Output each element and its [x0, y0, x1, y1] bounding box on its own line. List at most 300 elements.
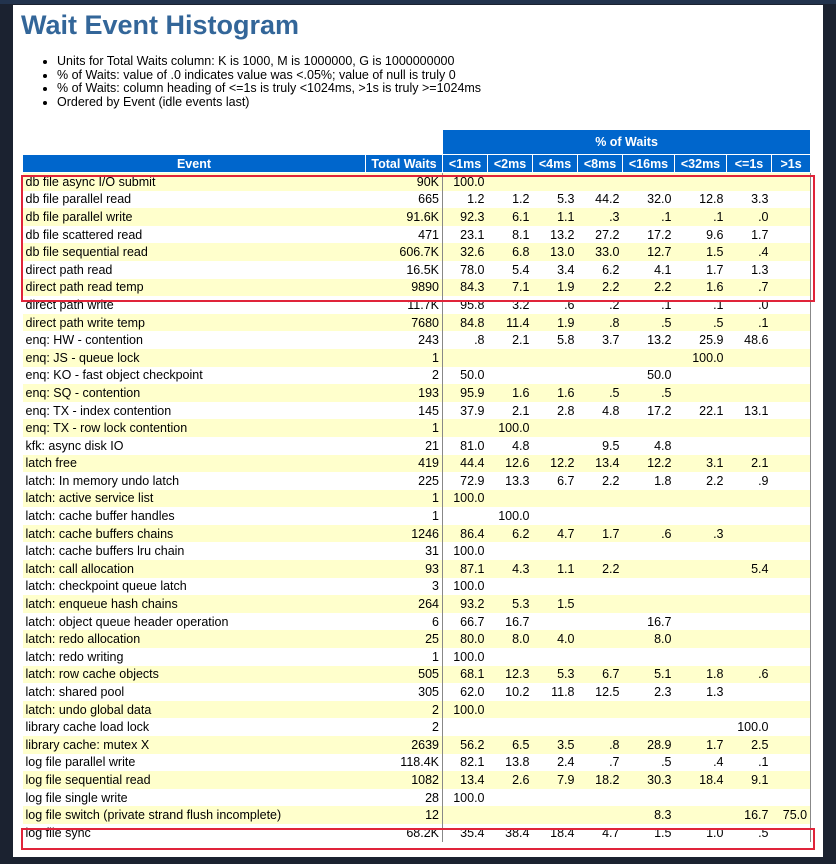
event-name-cell: log file single write: [23, 789, 366, 807]
total-waits-cell: 1246: [366, 525, 443, 543]
percent-cell: [727, 384, 772, 402]
column-header: <32ms: [675, 155, 727, 173]
total-waits-cell: 606.7K: [366, 243, 443, 261]
total-waits-cell: 21: [366, 437, 443, 455]
percent-cell: 1.5: [623, 824, 675, 842]
percent-cell: [623, 490, 675, 508]
percent-cell: [727, 173, 772, 191]
column-header: Total Waits: [366, 155, 443, 173]
percent-cell: [533, 419, 578, 437]
event-name-cell: enq: JS - queue lock: [23, 349, 366, 367]
total-waits-cell: 6: [366, 613, 443, 631]
total-waits-cell: 12: [366, 806, 443, 824]
percent-cell: [772, 754, 811, 772]
percent-cell: 18.4: [533, 824, 578, 842]
percent-cell: [772, 419, 811, 437]
percent-cell: 13.1: [727, 402, 772, 420]
percent-cell: 1.7: [727, 226, 772, 244]
percent-cell: [623, 349, 675, 367]
percent-cell: 3.7: [578, 331, 623, 349]
percent-cell: 32.6: [443, 243, 488, 261]
percent-cell: [772, 349, 811, 367]
percent-cell: [772, 472, 811, 490]
event-name-cell: direct path read: [23, 261, 366, 279]
percent-cell: .8: [443, 331, 488, 349]
percent-cell: [623, 701, 675, 719]
percent-cell: 4.1: [623, 261, 675, 279]
percent-cell: .4: [727, 243, 772, 261]
percent-cell: 2.2: [578, 279, 623, 297]
percent-cell: [533, 578, 578, 596]
percent-cell: 1.1: [533, 560, 578, 578]
percent-cell: [488, 806, 533, 824]
percent-cell: .1: [675, 296, 727, 314]
total-waits-cell: 93: [366, 560, 443, 578]
event-name-cell: enq: TX - index contention: [23, 402, 366, 420]
total-waits-cell: 471: [366, 226, 443, 244]
percent-cell: 1.6: [675, 279, 727, 297]
percent-cell: 5.4: [488, 261, 533, 279]
percent-cell: [772, 701, 811, 719]
percent-cell: [488, 490, 533, 508]
percent-cell: [578, 613, 623, 631]
percent-cell: [675, 542, 727, 560]
percent-cell: [772, 630, 811, 648]
percent-cell: [772, 771, 811, 789]
percent-cell: 75.0: [772, 806, 811, 824]
event-name-cell: library cache: mutex X: [23, 736, 366, 754]
percent-cell: .4: [675, 754, 727, 772]
total-waits-cell: 91.6K: [366, 208, 443, 226]
percent-cell: 17.2: [623, 226, 675, 244]
percent-cell: .5: [727, 824, 772, 842]
percent-cell: [533, 789, 578, 807]
percent-cell: [772, 243, 811, 261]
percent-cell: .9: [727, 472, 772, 490]
percent-cell: [443, 507, 488, 525]
percent-cell: [675, 384, 727, 402]
percent-cell: [675, 490, 727, 508]
table-row: [23, 736, 811, 754]
percent-cell: 5.8: [533, 331, 578, 349]
percent-cell: 4.7: [578, 824, 623, 842]
percent-cell: 2.2: [578, 560, 623, 578]
event-name-cell: latch: shared pool: [23, 683, 366, 701]
percent-cell: 2.6: [488, 771, 533, 789]
percent-cell: .1: [727, 754, 772, 772]
total-waits-cell: 2: [366, 701, 443, 719]
percent-cell: 50.0: [443, 367, 488, 385]
percent-cell: .6: [623, 525, 675, 543]
table-row: [23, 560, 811, 578]
percent-cell: 86.4: [443, 525, 488, 543]
percent-cell: [533, 173, 578, 191]
total-waits-cell: 305: [366, 683, 443, 701]
percent-cell: [772, 613, 811, 631]
percent-cell: [727, 630, 772, 648]
percent-cell: [675, 595, 727, 613]
table-row: [23, 490, 811, 508]
percent-cell: 5.4: [727, 560, 772, 578]
percent-cell: [675, 437, 727, 455]
percent-cell: 100.0: [727, 718, 772, 736]
percent-cell: [578, 419, 623, 437]
percent-cell: 13.4: [578, 455, 623, 473]
percent-cell: 48.6: [727, 331, 772, 349]
percent-cell: 12.5: [578, 683, 623, 701]
percent-cell: .8: [578, 736, 623, 754]
percent-cell: [578, 648, 623, 666]
percent-cell: 1.3: [727, 261, 772, 279]
percent-cell: [727, 437, 772, 455]
percent-cell: [578, 349, 623, 367]
percent-cell: 1.5: [675, 243, 727, 261]
window-top-bar: [0, 0, 836, 4]
column-header: <8ms: [578, 155, 623, 173]
percent-cell: [675, 560, 727, 578]
percent-cell: [675, 173, 727, 191]
percent-cell: 16.7: [727, 806, 772, 824]
event-name-cell: latch: checkpoint queue latch: [23, 578, 366, 596]
percent-cell: [772, 226, 811, 244]
percent-cell: 6.8: [488, 243, 533, 261]
event-name-cell: log file switch (private strand flush incomplete): [23, 806, 366, 824]
percent-cell: [727, 349, 772, 367]
percent-cell: [772, 367, 811, 385]
percent-cell: 100.0: [443, 542, 488, 560]
percent-cell: [772, 490, 811, 508]
total-waits-cell: 1: [366, 490, 443, 508]
percent-cell: 1.8: [675, 666, 727, 684]
percent-cell: .5: [675, 314, 727, 332]
percent-cell: 23.1: [443, 226, 488, 244]
percent-cell: [772, 173, 811, 191]
percent-cell: 44.4: [443, 455, 488, 473]
percent-cell: 11.8: [533, 683, 578, 701]
total-waits-cell: 1: [366, 507, 443, 525]
percent-cell: 35.4: [443, 824, 488, 842]
percent-cell: 10.2: [488, 683, 533, 701]
percent-cell: [675, 367, 727, 385]
event-name-cell: latch: cache buffers chains: [23, 525, 366, 543]
percent-cell: [578, 595, 623, 613]
percent-cell: 18.4: [675, 771, 727, 789]
total-waits-cell: 145: [366, 402, 443, 420]
table-row: [23, 367, 811, 385]
event-name-cell: latch: redo allocation: [23, 630, 366, 648]
percent-cell: .7: [578, 754, 623, 772]
percent-cell: 2.2: [578, 472, 623, 490]
percent-cell: [533, 490, 578, 508]
percent-cell: 13.2: [533, 226, 578, 244]
percent-cell: [578, 789, 623, 807]
column-header: <=1s: [727, 155, 772, 173]
total-waits-cell: 225: [366, 472, 443, 490]
percent-cell: [675, 718, 727, 736]
percent-cell: 12.3: [488, 666, 533, 684]
page-title: Wait Event Histogram: [21, 10, 300, 40]
event-name-cell: kfk: async disk IO: [23, 437, 366, 455]
percent-cell: 28.9: [623, 736, 675, 754]
percent-cell: 3.1: [675, 455, 727, 473]
percent-cell: 44.2: [578, 191, 623, 209]
note-item: • Ordered by Event (idle events last): [57, 96, 481, 110]
percent-cell: [623, 542, 675, 560]
percent-cell: [578, 367, 623, 385]
wait-event-histogram-table: [22, 129, 811, 842]
total-waits-cell: 3: [366, 578, 443, 596]
percent-cell: [772, 261, 811, 279]
table-row: [23, 226, 811, 244]
percent-cell: [578, 630, 623, 648]
percent-cell: 18.2: [578, 771, 623, 789]
percent-cell: [578, 173, 623, 191]
percent-cell: 11.4: [488, 314, 533, 332]
event-name-cell: latch: cache buffers lru chain: [23, 542, 366, 560]
table-row: [23, 542, 811, 560]
percent-cell: 5.3: [488, 595, 533, 613]
percent-cell: .2: [578, 296, 623, 314]
table-row: [23, 754, 811, 772]
table-row: [23, 208, 811, 226]
event-name-cell: enq: KO - fast object checkpoint: [23, 367, 366, 385]
percent-cell: [772, 736, 811, 754]
percent-cell: [675, 630, 727, 648]
total-waits-cell: 505: [366, 666, 443, 684]
percent-cell: 17.2: [623, 402, 675, 420]
percent-cell: [772, 208, 811, 226]
percent-cell: 2.1: [488, 402, 533, 420]
percent-cell: [772, 542, 811, 560]
column-header: <4ms: [533, 155, 578, 173]
total-waits-cell: 1: [366, 349, 443, 367]
percent-cell: 1.9: [533, 279, 578, 297]
percent-cell: [533, 806, 578, 824]
percent-cell: [533, 613, 578, 631]
table-row: [23, 701, 811, 719]
percent-cell: 95.8: [443, 296, 488, 314]
event-name-cell: db file parallel read: [23, 191, 366, 209]
percent-cell: [578, 578, 623, 596]
total-waits-cell: 1: [366, 648, 443, 666]
event-name-cell: latch: In memory undo latch: [23, 472, 366, 490]
percent-cell: 7.1: [488, 279, 533, 297]
percent-cell: [675, 613, 727, 631]
percent-cell: 1.1: [533, 208, 578, 226]
percent-cell: 50.0: [623, 367, 675, 385]
total-waits-cell: 2: [366, 367, 443, 385]
event-name-cell: log file parallel write: [23, 754, 366, 772]
table-row: [23, 314, 811, 332]
percent-cell: 1.5: [533, 595, 578, 613]
percent-cell: [772, 455, 811, 473]
percent-cell: .3: [675, 525, 727, 543]
percent-cell: [578, 542, 623, 560]
percent-cell: [443, 806, 488, 824]
table-row: [23, 261, 811, 279]
event-name-cell: latch: row cache objects: [23, 666, 366, 684]
table-row: [23, 455, 811, 473]
percent-cell: [578, 507, 623, 525]
percent-cell: 81.0: [443, 437, 488, 455]
percent-cell: [533, 701, 578, 719]
column-header: <2ms: [488, 155, 533, 173]
event-name-cell: latch: undo global data: [23, 701, 366, 719]
percent-cell: [533, 718, 578, 736]
percent-cell: 6.7: [533, 472, 578, 490]
percent-cell: [772, 560, 811, 578]
percent-cell: 30.3: [623, 771, 675, 789]
event-name-cell: db file scattered read: [23, 226, 366, 244]
percent-cell: 84.3: [443, 279, 488, 297]
percent-cell: 100.0: [443, 648, 488, 666]
percent-cell: 38.4: [488, 824, 533, 842]
percent-cell: .8: [578, 314, 623, 332]
percent-cell: [578, 806, 623, 824]
event-name-cell: enq: SQ - contention: [23, 384, 366, 402]
percent-cell: [772, 279, 811, 297]
percent-cell: 100.0: [488, 507, 533, 525]
percent-cell: 3.4: [533, 261, 578, 279]
event-name-cell: direct path read temp: [23, 279, 366, 297]
percent-cell: [578, 490, 623, 508]
percent-cell: 16.7: [623, 613, 675, 631]
percent-cell: .0: [727, 296, 772, 314]
percent-cell: .1: [727, 314, 772, 332]
percent-cell: .0: [727, 208, 772, 226]
event-name-cell: latch free: [23, 455, 366, 473]
percent-cell: [623, 419, 675, 437]
table-row: [23, 507, 811, 525]
event-name-cell: latch: object queue header operation: [23, 613, 366, 631]
percent-cell: 87.1: [443, 560, 488, 578]
percent-cell: 100.0: [443, 490, 488, 508]
percent-cell: 2.2: [675, 472, 727, 490]
percent-cell: .6: [533, 296, 578, 314]
percent-cell: [727, 595, 772, 613]
percent-cell: 95.9: [443, 384, 488, 402]
table-row: [23, 173, 811, 191]
percent-cell: [772, 402, 811, 420]
event-name-cell: log file sync: [23, 824, 366, 842]
percent-cell: 100.0: [443, 789, 488, 807]
total-waits-cell: 193: [366, 384, 443, 402]
percent-cell: 78.0: [443, 261, 488, 279]
percent-cell: [488, 349, 533, 367]
table-row: [23, 419, 811, 437]
percent-cell: 2.1: [727, 455, 772, 473]
percent-cell: 4.8: [488, 437, 533, 455]
percent-cell: 68.1: [443, 666, 488, 684]
total-waits-cell: 25: [366, 630, 443, 648]
percent-cell: 4.7: [533, 525, 578, 543]
percent-cell: [727, 683, 772, 701]
percent-cell: [675, 789, 727, 807]
percent-cell: 2.8: [533, 402, 578, 420]
percent-cell: .3: [578, 208, 623, 226]
total-waits-cell: 16.5K: [366, 261, 443, 279]
percent-cell: [488, 173, 533, 191]
percent-cell: [772, 578, 811, 596]
percent-cell: [727, 419, 772, 437]
total-waits-cell: 665: [366, 191, 443, 209]
percent-cell: [623, 173, 675, 191]
table-row: [23, 384, 811, 402]
event-name-cell: latch: enqueue hash chains: [23, 595, 366, 613]
table-row: [23, 771, 811, 789]
note-item: • Units for Total Waits column: K is 1000, M is 1000000, G is 1000000000: [57, 55, 481, 69]
percent-cell: 1.2: [443, 191, 488, 209]
percent-cell: 80.0: [443, 630, 488, 648]
percent-cell: [533, 542, 578, 560]
percent-cell: [772, 191, 811, 209]
percent-cell: [772, 683, 811, 701]
table-row: [23, 718, 811, 736]
note-item: • % of Waits: column heading of <=1s is truly <1024ms, >1s is truly >=1024ms: [57, 82, 481, 96]
percent-cell: [772, 666, 811, 684]
percent-cell: .5: [623, 314, 675, 332]
percent-cell: 27.2: [578, 226, 623, 244]
percent-cell: [772, 296, 811, 314]
percent-cell: 6.7: [578, 666, 623, 684]
percent-cell: 100.0: [443, 578, 488, 596]
event-name-cell: db file sequential read: [23, 243, 366, 261]
table-row: [23, 666, 811, 684]
total-waits-cell: 90K: [366, 173, 443, 191]
percent-cell: 4.8: [578, 402, 623, 420]
percent-cell: [533, 367, 578, 385]
percent-cell: [727, 490, 772, 508]
percent-cell: [675, 648, 727, 666]
percent-cell: .5: [578, 384, 623, 402]
percent-cell: 1.7: [675, 261, 727, 279]
percent-cell: 3.3: [727, 191, 772, 209]
event-name-cell: direct path write temp: [23, 314, 366, 332]
percent-cell: 9.5: [578, 437, 623, 455]
percent-cell: [675, 419, 727, 437]
percent-cell: 72.9: [443, 472, 488, 490]
percent-cell: [623, 560, 675, 578]
percent-cell: [772, 595, 811, 613]
percent-cell: 2.1: [488, 331, 533, 349]
percent-cell: [772, 718, 811, 736]
percent-cell: 93.2: [443, 595, 488, 613]
percent-cell: 100.0: [488, 419, 533, 437]
percent-cell: .5: [623, 384, 675, 402]
percent-cell: [727, 542, 772, 560]
percent-cell: [772, 525, 811, 543]
percent-cell: 13.3: [488, 472, 533, 490]
percent-cell: [772, 648, 811, 666]
percent-cell: [727, 578, 772, 596]
table-row: [23, 525, 811, 543]
column-header: <1ms: [443, 155, 488, 173]
event-name-cell: direct path write: [23, 296, 366, 314]
percent-cell: [533, 437, 578, 455]
total-waits-cell: 11.7K: [366, 296, 443, 314]
percent-cell: 5.1: [623, 666, 675, 684]
percent-cell: [727, 525, 772, 543]
percent-cell: 6.2: [578, 261, 623, 279]
total-waits-cell: 68.2K: [366, 824, 443, 842]
percent-cell: 12.2: [533, 455, 578, 473]
percent-cell: [727, 648, 772, 666]
percent-cell: [533, 507, 578, 525]
percent-cell: [488, 789, 533, 807]
percent-cell: [533, 349, 578, 367]
percent-cell: [675, 806, 727, 824]
event-name-cell: db file async I/O submit: [23, 173, 366, 191]
